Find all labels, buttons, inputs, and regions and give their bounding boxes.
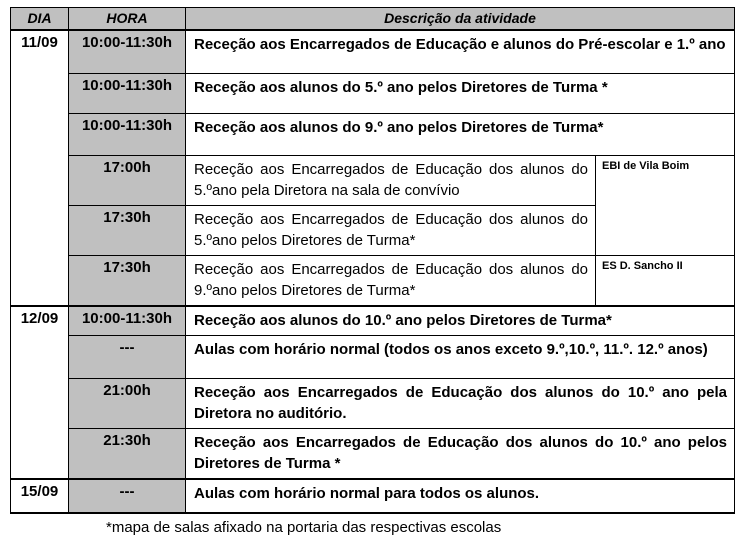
hora-cell: 10:00-11:30h <box>69 30 186 73</box>
descricao-cell: Receção aos Encarregados de Educação dos alunos do 10.º ano pela Diretora no auditório. <box>186 379 735 429</box>
descricao-cell: Aulas com horário normal para todos os alunos. <box>186 479 735 513</box>
descricao-cell: Receção aos Encarregados de Educação dos alunos do 9.ºano pelos Diretores de Turma* <box>186 255 596 306</box>
descricao-cell: Receção aos Encarregados de Educação dos alunos do 10.º ano pelos Diretores de Turma * <box>186 429 735 480</box>
school-cell: ES D. Sancho II <box>596 255 735 306</box>
descricao-cell: Receção aos Encarregados de Educação dos alunos do 5.ºano pela Diretora na sala de convívio <box>186 155 596 205</box>
hora-cell: --- <box>69 336 186 379</box>
table-row <box>11 155 735 205</box>
table-row <box>11 113 735 155</box>
table-row <box>11 73 735 113</box>
footnote: *mapa de salas afixado na portaria das respectivas escolas <box>106 519 502 536</box>
header-descricao: Descrição da atividade <box>186 8 735 31</box>
descricao-cell: Aulas com horário normal (todos os anos exceto 9.º,10.º, 11.º. 12.º anos) <box>186 336 735 379</box>
table-row <box>11 306 735 336</box>
hora-cell: 21:30h <box>69 429 186 480</box>
hora-cell: 21:00h <box>69 379 186 429</box>
descricao-cell: Receção aos Encarregados de Educação e alunos do Pré-escolar e 1.º ano <box>186 30 735 73</box>
table-row <box>11 379 735 429</box>
header-hora: HORA <box>69 8 186 31</box>
table-row <box>11 429 735 480</box>
hora-cell: 17:30h <box>69 255 186 306</box>
hora-cell: 17:30h <box>69 205 186 255</box>
hora-cell: 17:00h <box>69 155 186 205</box>
day-cell: 15/09 <box>11 479 69 513</box>
hora-cell: --- <box>69 479 186 513</box>
hora-cell: 10:00-11:30h <box>69 73 186 113</box>
descricao-cell: Receção aos alunos do 5.º ano pelos Diretores de Turma * <box>186 73 735 113</box>
school-cell: EBI de Vila Boim <box>596 155 735 255</box>
table-row <box>11 336 735 379</box>
day-cell: 12/09 <box>11 306 69 480</box>
header-dia: DIA <box>11 8 69 31</box>
descricao-cell: Receção aos alunos do 10.º ano pelos Diretores de Turma* <box>186 306 735 336</box>
schedule-table <box>10 7 735 514</box>
table-row <box>11 479 735 513</box>
table-row <box>11 255 735 306</box>
table-row <box>11 30 735 73</box>
descricao-cell: Receção aos alunos do 9.º ano pelos Diretores de Turma* <box>186 113 735 155</box>
hora-cell: 10:00-11:30h <box>69 113 186 155</box>
hora-cell: 10:00-11:30h <box>69 306 186 336</box>
day-cell: 11/09 <box>11 30 69 306</box>
descricao-cell: Receção aos Encarregados de Educação dos alunos do 5.ºano pelos Diretores de Turma* <box>186 205 596 255</box>
header-row <box>11 8 735 31</box>
